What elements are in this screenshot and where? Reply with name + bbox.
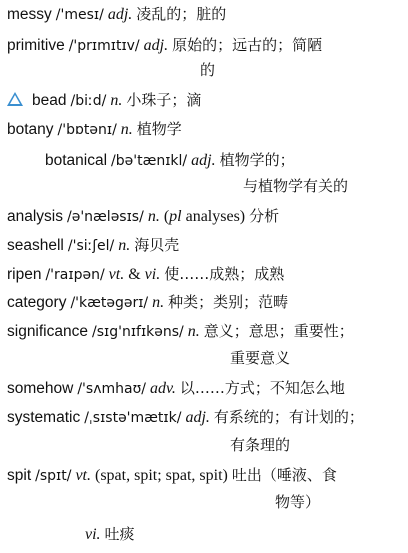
definition: 海贝壳 — [134, 236, 180, 254]
part-of-speech: n. — [110, 92, 123, 109]
phonetic: /'prɪmɪtɪv/ — [68, 38, 140, 54]
headword: botanical — [45, 152, 108, 169]
headword: spit — [7, 467, 32, 484]
plural-note: (pl analyses) — [163, 208, 246, 225]
part-of-speech: n. — [120, 121, 133, 138]
entry-category — [7, 292, 288, 312]
entry-systematic-continued — [230, 435, 290, 455]
entry-primitive — [7, 35, 322, 55]
entry-bead — [7, 90, 201, 110]
headword: primitive — [7, 37, 65, 54]
part-of-speech: vt. — [108, 266, 125, 283]
entry-botanical — [45, 150, 295, 170]
part-of-speech: adv. — [149, 380, 176, 397]
headword: ripen — [7, 266, 42, 283]
phonetic: /'mesɪ/ — [55, 7, 104, 23]
entry-botany — [7, 119, 182, 139]
entry-spit-sense-2 — [85, 524, 135, 544]
part-of-speech: adj. — [185, 409, 210, 426]
definition: 吐出（唾液、食 — [231, 466, 337, 484]
part-of-speech: n. — [152, 294, 165, 311]
entry-seashell — [7, 235, 179, 255]
definition-2: 吐痰 — [104, 525, 135, 543]
definition: 以……方式；不知怎么地 — [179, 379, 345, 397]
definition: 原始的；远古的；简陋 — [172, 36, 323, 54]
headword: messy — [7, 6, 52, 23]
entry-spit — [7, 465, 337, 485]
phonetic: /sɪg'nɪfɪkəns/ — [92, 324, 184, 340]
definition: 意义；意思；重要性； — [203, 322, 354, 340]
definition: 植物学 — [136, 120, 182, 138]
headword: category — [7, 294, 67, 311]
part-of-speech: n. — [147, 208, 160, 225]
headword: systematic — [7, 409, 81, 426]
entry-botanical-continued — [243, 176, 348, 196]
definition: 分析 — [249, 207, 280, 225]
definition-continued: 物等） — [275, 493, 321, 511]
phonetic: /'bɒtənɪ/ — [57, 122, 117, 138]
phonetic: /'raɪpən/ — [45, 267, 105, 283]
definition-continued: 的 — [200, 61, 216, 79]
part-of-speech: n. — [187, 323, 200, 340]
headword: seashell — [7, 237, 64, 254]
entry-systematic — [7, 407, 364, 427]
definition-continued: 重要意义 — [230, 349, 291, 367]
entry-significance-continued — [230, 348, 290, 368]
phonetic: /ə'næləsɪs/ — [67, 209, 144, 225]
triangle-icon — [7, 92, 23, 106]
headword: bead — [32, 92, 67, 109]
definition-continued: 与植物学有关的 — [243, 177, 349, 195]
part-of-speech: n. — [118, 237, 131, 254]
definition-continued: 有条理的 — [230, 436, 291, 454]
phonetic: /spɪt/ — [35, 468, 72, 484]
phonetic: /bə'tænɪkl/ — [111, 153, 188, 169]
ampersand: & — [128, 266, 141, 283]
inflections: (spat, spit; spat, spit) — [94, 467, 228, 484]
phonetic: /'siːʃel/ — [67, 238, 115, 254]
definition: 植物学的； — [219, 151, 295, 169]
entry-significance — [7, 321, 354, 341]
headword: analysis — [7, 208, 63, 225]
headword: significance — [7, 323, 88, 340]
part-of-speech: adj. — [107, 6, 133, 23]
part-of-speech-2: vi. — [144, 266, 161, 283]
part-of-speech-2: vi. — [85, 526, 101, 543]
entry-messy — [7, 4, 226, 24]
phonetic: /'kætəgərɪ/ — [70, 295, 149, 311]
entry-primitive-continued — [200, 60, 215, 80]
phonetic: /biːd/ — [70, 93, 107, 109]
entry-somehow — [7, 378, 345, 398]
headword: botany — [7, 121, 54, 138]
headword: somehow — [7, 380, 74, 397]
part-of-speech: vt. — [75, 467, 91, 484]
entry-ripen — [7, 264, 284, 284]
phonetic: /ˌsɪstə'mætɪk/ — [84, 410, 182, 426]
definition: 使……成熟；成熟 — [164, 265, 285, 283]
entry-analysis — [7, 206, 279, 226]
definition: 有系统的；有计划的； — [213, 408, 364, 426]
definition: 小珠子；滴 — [126, 91, 202, 109]
phonetic: /'sʌmhaʊ/ — [77, 381, 146, 397]
part-of-speech: adj. — [191, 152, 216, 169]
definition: 凌乱的；脏的 — [136, 5, 227, 23]
part-of-speech: adj. — [143, 37, 169, 54]
entry-spit-continued — [275, 492, 320, 512]
definition: 种类；类别；范畴 — [168, 293, 289, 311]
